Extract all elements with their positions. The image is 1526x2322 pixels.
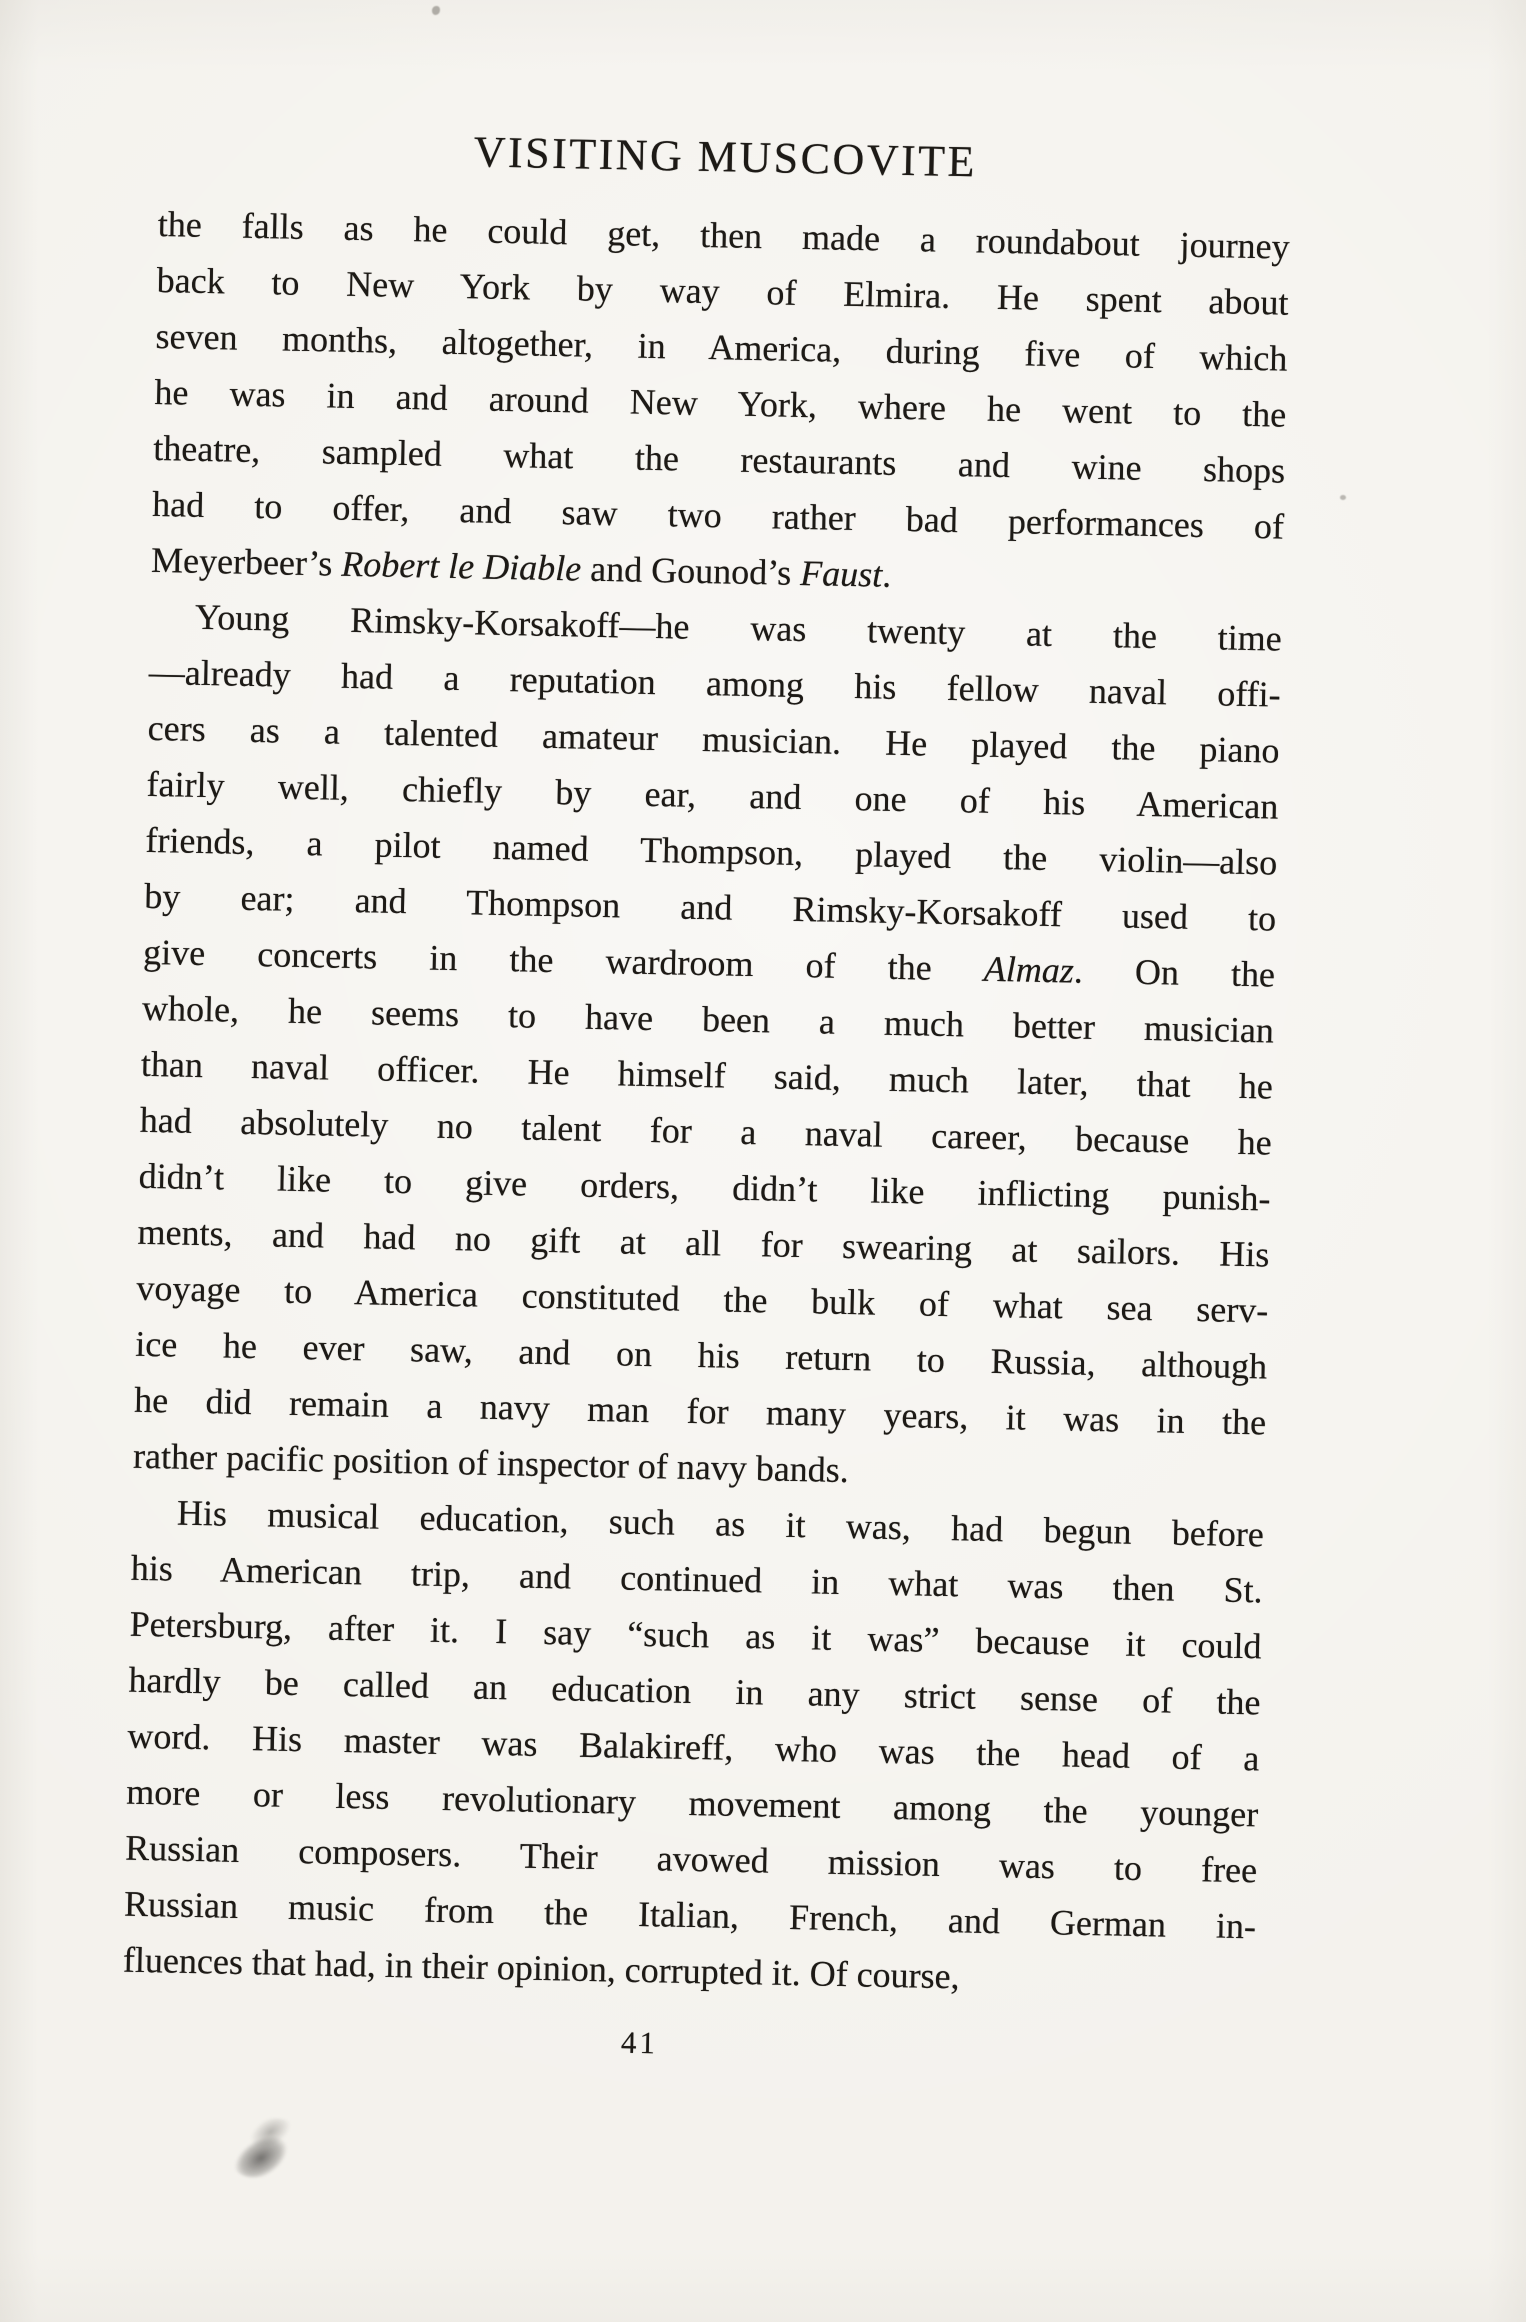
- text-segment: Meyerbeer’s: [150, 539, 342, 584]
- text-segment: fluences that had, in their opinion, corrupted it. Of course,: [122, 1939, 961, 1997]
- italic-text-segment: Robert le Diable: [340, 543, 582, 589]
- text-segment: friends, a pilot named Thompson, played the violin—also: [145, 819, 1278, 883]
- text-segment: didn’t like to give orders, didn’t like inflicting punish-: [138, 1155, 1271, 1219]
- text-segment: . On the: [1073, 950, 1276, 995]
- text-segment: by ear; and Thompson and Rimsky-Korsakoff used to: [143, 875, 1277, 939]
- text-segment: he was in and around New York, where he went to the: [154, 371, 1287, 435]
- paragraph: [133, 588, 1283, 1507]
- text-segment: than naval officer. He himself said, much later, that he: [140, 1043, 1274, 1107]
- text-segment: voyage to America constituted the bulk of what sea serv-: [136, 1267, 1269, 1331]
- text-segment: he did remain a navy man for many years, it was in the: [133, 1379, 1267, 1443]
- text-segment: rather pacific position of inspector of navy bands.: [132, 1435, 850, 1491]
- text-segment: word. His master was Balakireff, who was the head of a: [127, 1715, 1260, 1779]
- body-text: [122, 196, 1290, 2010]
- text-segment: hardly be called an education in any strict sense of the: [128, 1659, 1261, 1723]
- page-number: 41: [620, 2024, 659, 2061]
- text-segment: more or less revolutionary movement among the younger: [126, 1771, 1259, 1835]
- text-segment: had absolutely no talent for a naval career, because he: [139, 1099, 1273, 1163]
- paragraph: [151, 196, 1291, 611]
- text-segment: Russian music from the Italian, French, and German in-: [123, 1883, 1257, 1947]
- text-segment: had to offer, and saw two rather bad performances of: [151, 483, 1285, 547]
- text-segment: —already had a reputation among his fellow naval offi-: [148, 651, 1282, 715]
- italic-text-segment: Faust: [799, 552, 883, 595]
- paper-speck: [1340, 495, 1346, 500]
- text-segment: ice he ever saw, and on his return to Russia, although: [134, 1323, 1268, 1387]
- text-segment: whole, he seems to have been a much better musician: [141, 987, 1275, 1051]
- text-segment: his American trip, and continued in what was then St.: [130, 1547, 1264, 1611]
- text-segment: Young Rimsky-Korsakoff—he was twenty at the time: [194, 596, 1283, 659]
- page-content: [121, 118, 1292, 2074]
- smudge-mark: [220, 2106, 310, 2190]
- text-segment: back to New York by way of Elmira. He spent about: [156, 259, 1289, 323]
- text-segment: Petersburg, after it. I say “such as it was” because it could: [129, 1603, 1262, 1667]
- page-title: VISITING MUSCOVITE: [473, 127, 978, 187]
- text-segment: theatre, sampled what the restaurants and wine shops: [152, 427, 1286, 491]
- text-segment: Russian composers. Their avowed mission was to free: [124, 1827, 1258, 1891]
- paper-speck: [432, 6, 440, 15]
- italic-text-segment: Almaz: [983, 948, 1075, 991]
- text-segment: .: [881, 554, 892, 595]
- text-segment: the falls as he could get, then made a roundabout journey: [157, 203, 1291, 267]
- paragraph: [122, 1484, 1264, 2011]
- text-segment: fairly well, chiefly by ear, and one of his American: [146, 763, 1279, 827]
- text-segment: and Gounod’s: [580, 548, 801, 593]
- text-segment: ments, and had no gift at all for swearing at sailors. His: [137, 1211, 1270, 1275]
- text-segment: seven months, altogether, in America, during five of which: [155, 315, 1288, 379]
- text-segment: give concerts in the wardroom of the: [142, 931, 985, 989]
- text-segment: His musical education, such as it was, had begun before: [176, 1492, 1265, 1555]
- text-segment: cers as a talented amateur musician. He played the piano: [147, 707, 1280, 771]
